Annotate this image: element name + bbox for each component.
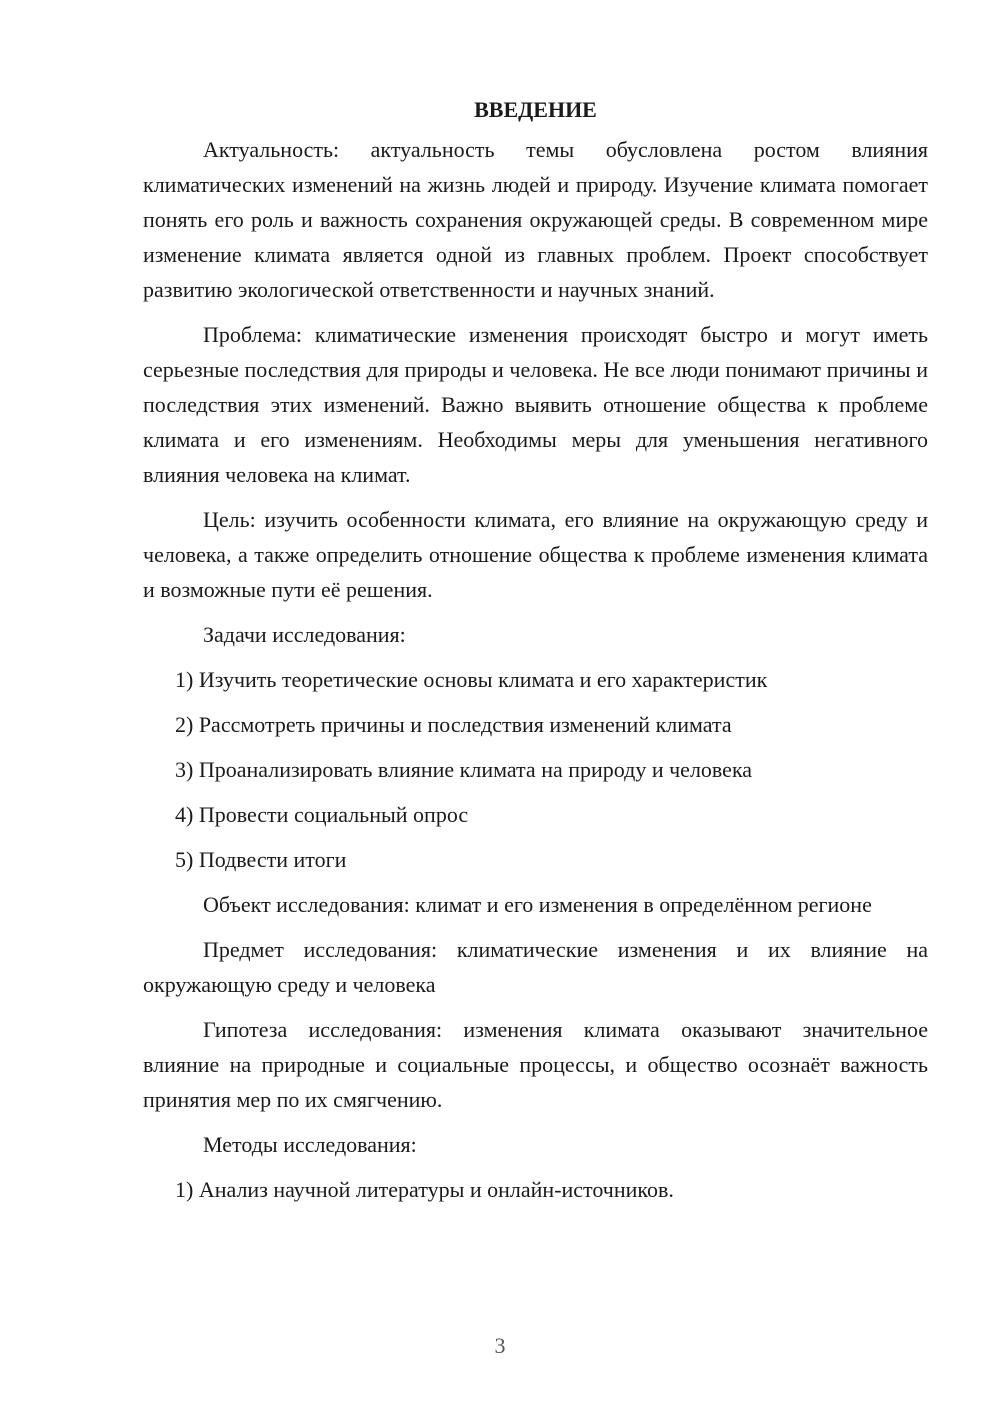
methods-heading: Методы исследования: [203, 1132, 417, 1157]
tasks-heading: Задачи исследования: [203, 622, 406, 647]
problem-paragraph: Проблема: климатические изменения происходят быстро и могут иметь серьезные последствия для природы и человека. Не все люди понимают причины и последствия этих изменений. Важно выявить отношение общества к проблеме климата и его изменениям. Необходимы меры для уменьшения негативного влияния человека на климат. [143, 322, 928, 487]
page-number: 3 [494, 1333, 506, 1358]
document-page [143, 92, 928, 1217]
relevance-paragraph: Актуальность: актуальность темы обусловлена ростом влияния климатических изменений на жизнь людей и природу. Изучение климата помогает понять его роль и важность сохранения окружающей среды. В современном мире изменение климата является одной из главных проблем. Проект способствует развитию экологической ответственности и научных знаний. [143, 137, 928, 302]
goal-paragraph: Цель: изучить особенности климата, его влияние на окружающую среду и человека, а также определить отношение общества к проблеме изменения климата и возможные пути её решения. [143, 507, 928, 602]
object-paragraph: Объект исследования: климат и его изменения в определённом регионе [203, 892, 872, 917]
task-item-5: 5) Подвести итоги [175, 847, 347, 872]
task-item-1: 1) Изучить теоретические основы климата и его характеристик [175, 667, 768, 692]
method-item-1: 1) Анализ научной литературы и онлайн-источников. [175, 1177, 674, 1202]
subject-paragraph: Предмет исследования: климатические изменения и их влияние на окружающую среду и человека [143, 937, 928, 997]
task-item-4: 4) Провести социальный опрос [175, 802, 469, 827]
task-item-3: 3) Проанализировать влияние климата на природу и человека [175, 757, 753, 782]
page-title: ВВЕДЕНИЕ [474, 97, 597, 122]
hypothesis-paragraph: Гипотеза исследования: изменения климата оказывают значительное влияние на природные и социальные процессы, и общество осознаёт важность принятия мер по их смягчению. [143, 1017, 928, 1112]
task-item-2: 2) Рассмотреть причины и последствия изменений климата [175, 712, 732, 737]
